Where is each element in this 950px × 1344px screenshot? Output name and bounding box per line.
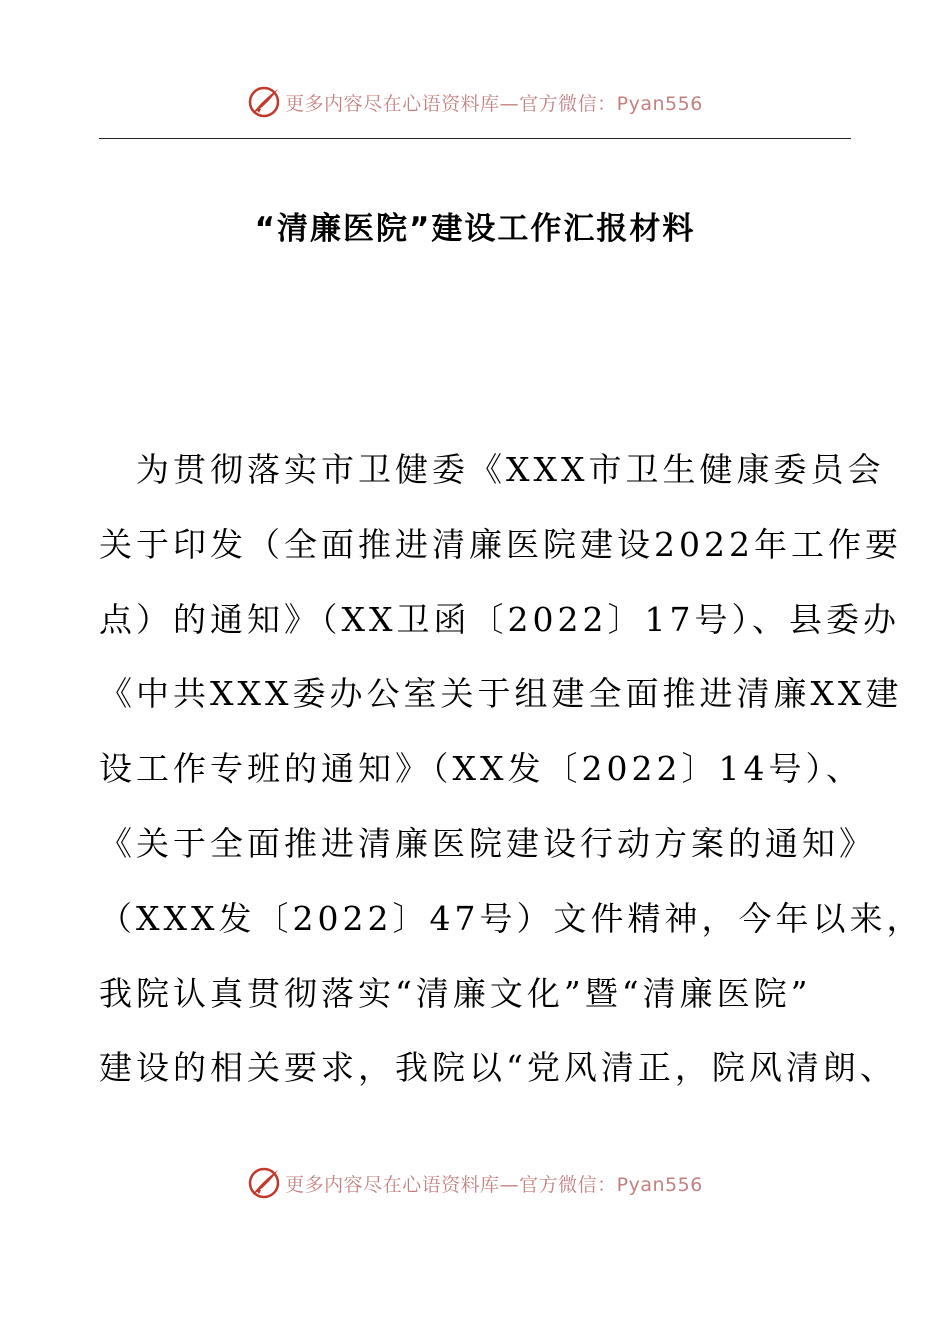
footer-banner-text: 更多内容尽在心语资料库—官方微信：Pyan556 — [285, 1173, 703, 1196]
body-line: 关于印发（全面推进清廉医院建设2022年工作要 — [99, 524, 902, 564]
header-divider — [99, 138, 851, 139]
quill-logo-icon — [247, 1166, 281, 1200]
body-line: 我院认真贯彻落实“清廉文化”暨“清廉医院” — [99, 973, 812, 1013]
header-banner-text: 更多内容尽在心语资料库—官方微信：Pyan556 — [285, 92, 703, 115]
document-title: “清廉医院”建设工作汇报材料 — [254, 211, 696, 247]
quill-logo-icon — [247, 85, 281, 119]
body-line: 《中共XXX委办公室关于组建全面推进清廉XX建 — [99, 674, 903, 714]
body-line: （XXX发〔2022〕47号）文件精神，今年以来， — [99, 898, 924, 938]
body-line: 《关于全面推进清廉医院建设行动方案的通知》 — [99, 823, 876, 863]
header-watermark-banner — [0, 82, 950, 122]
footer-watermark-banner — [0, 1163, 950, 1203]
body-line: 为贯彻落实市卫健委《XXX市卫生健康委员会 — [99, 450, 885, 489]
body-line: 设工作专班的通知》（XX发〔2022〕14号）、 — [99, 749, 863, 789]
body-line: 点）的通知》（XX卫函〔2022〕17号）、县委办 — [99, 599, 900, 639]
body-line: 建设的相关要求，我院以“党风清正，院风清朗、 — [99, 1048, 897, 1088]
document-body — [99, 446, 924, 1119]
